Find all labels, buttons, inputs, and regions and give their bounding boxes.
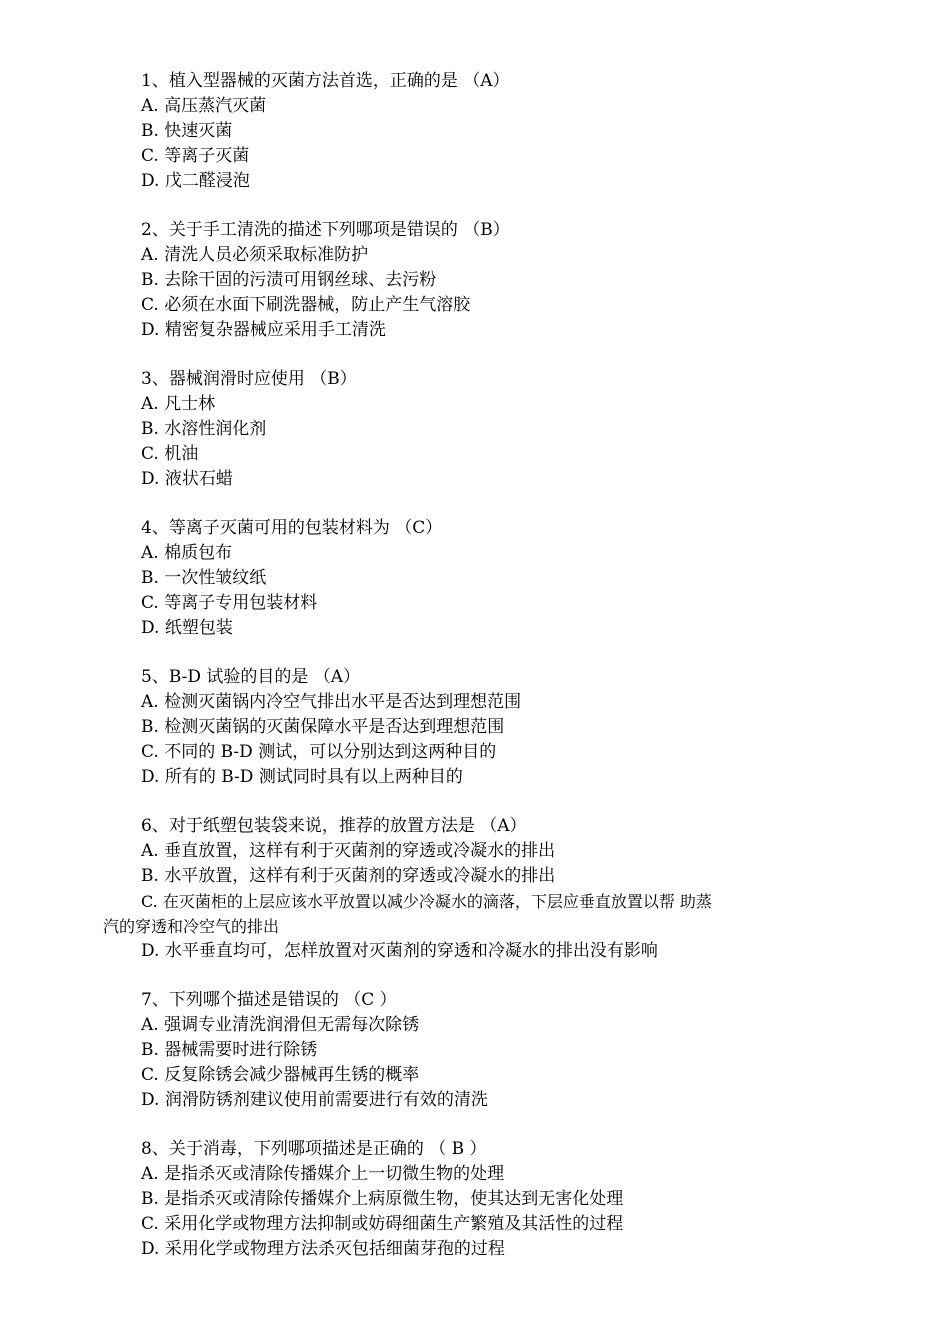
question-stem: 1、植入型器械的灭菌方法首选，正确的是 （A） — [141, 71, 510, 91]
option-b: B. 一次性皱纹纸 — [141, 568, 267, 588]
question-stem: 4、等离子灭菌可用的包装材料为 （C） — [141, 518, 443, 538]
question-stem: 6、对于纸塑包装袋来说，推荐的放置方法是 （A） — [141, 816, 527, 836]
option-b: B. 水平放置，这样有利于灭菌剂的穿透或冷凝水的排出 — [141, 866, 556, 886]
spacer — [0, 492, 950, 516]
option-c: C. 不同的 B-D 测试，可以分别达到这两种目的 — [141, 742, 497, 762]
option-c — [0, 889, 850, 939]
option-b: B. 器械需要时进行除锈 — [141, 1040, 318, 1060]
option-b: B. 快速灭菌 — [141, 121, 233, 141]
spacer — [0, 343, 950, 367]
option-d: D. 纸塑包装 — [141, 618, 233, 638]
spacer — [0, 1113, 950, 1137]
option-a: A. 强调专业清洗润滑但无需每次除锈 — [141, 1015, 420, 1035]
top-margin — [0, 0, 950, 69]
option-d: D. 精密复杂器械应采用手工清洗 — [141, 320, 386, 340]
option-a: A. 垂直放置，这样有利于灭菌剂的穿透或冷凝水的排出 — [141, 841, 556, 861]
question-8 — [0, 1137, 950, 1262]
option-d: D. 润滑防锈剂建议使用前需要进行有效的清洗 — [141, 1090, 488, 1110]
option-c: C. 等离子灭菌 — [141, 146, 250, 166]
question-1 — [0, 69, 950, 194]
question-stem: 8、关于消毒，下列哪项描述是正确的 （ B ） — [141, 1139, 487, 1159]
option-c: C. 反复除锈会减少器械再生锈的概率 — [141, 1065, 420, 1085]
option-b: B. 检测灭菌锅的灭菌保障水平是否达到理想范围 — [141, 717, 505, 737]
question-stem: 7、下列哪个描述是错误的 （C ） — [141, 990, 397, 1010]
question-4 — [0, 516, 950, 641]
option-c-line-1: C. 在灭菌柜的上层应该水平放置以减少冷凝水的滴落，下层应垂直放置以帮 助蒸 — [141, 892, 712, 911]
option-c: C. 等离子专用包装材料 — [141, 593, 318, 613]
question-7 — [0, 988, 950, 1113]
option-a: A. 棉质包布 — [141, 543, 233, 563]
option-b: B. 是指杀灭或清除传播媒介上病原微生物，使其达到无害化处理 — [141, 1189, 624, 1209]
option-a: A. 清洗人员必须采取标准防护 — [141, 245, 369, 265]
question-2 — [0, 218, 950, 343]
option-c: C. 机油 — [141, 444, 199, 464]
option-a: A. 是指杀灭或清除传播媒介上一切微生物的处理 — [141, 1164, 505, 1184]
question-stem: 2、关于手工清洗的描述下列哪项是错误的 （B） — [141, 220, 510, 240]
question-3 — [0, 367, 950, 492]
spacer — [0, 964, 950, 988]
option-d: D. 水平垂直均可，怎样放置对灭菌剂的穿透和冷凝水的排出没有影响 — [141, 941, 658, 961]
option-d: D. 液状石蜡 — [141, 469, 233, 489]
option-a: A. 凡士林 — [141, 394, 216, 414]
question-stem: 5、B-D 试验的目的是 （A） — [141, 667, 361, 687]
option-d: D. 采用化学或物理方法杀灭包括细菌芽孢的过程 — [141, 1239, 505, 1259]
option-a: A. 检测灭菌锅内冷空气排出水平是否达到理想范围 — [141, 692, 522, 712]
spacer — [0, 790, 950, 814]
option-d: D. 戊二醛浸泡 — [141, 171, 250, 191]
option-b: B. 水溶性润化剂 — [141, 419, 267, 439]
question-5 — [0, 665, 950, 790]
question-6 — [0, 814, 950, 964]
spacer — [0, 641, 950, 665]
option-d: D. 所有的 B-D 测试同时具有以上两种目的 — [141, 767, 463, 787]
option-a: A. 高压蒸汽灭菌 — [141, 96, 267, 116]
option-b: B. 去除干固的污渍可用钢丝球、去污粉 — [141, 270, 437, 290]
question-stem: 3、器械润滑时应使用 （B） — [141, 369, 357, 389]
option-c: C. 必须在水面下刷洗器械，防止产生气溶胶 — [141, 295, 471, 315]
spacer — [0, 194, 950, 218]
option-c: C. 采用化学或物理方法抑制或妨碍细菌生产繁殖及其活性的过程 — [141, 1214, 624, 1234]
option-c-line-2: 汽的穿透和冷空气的排出 — [103, 917, 280, 936]
